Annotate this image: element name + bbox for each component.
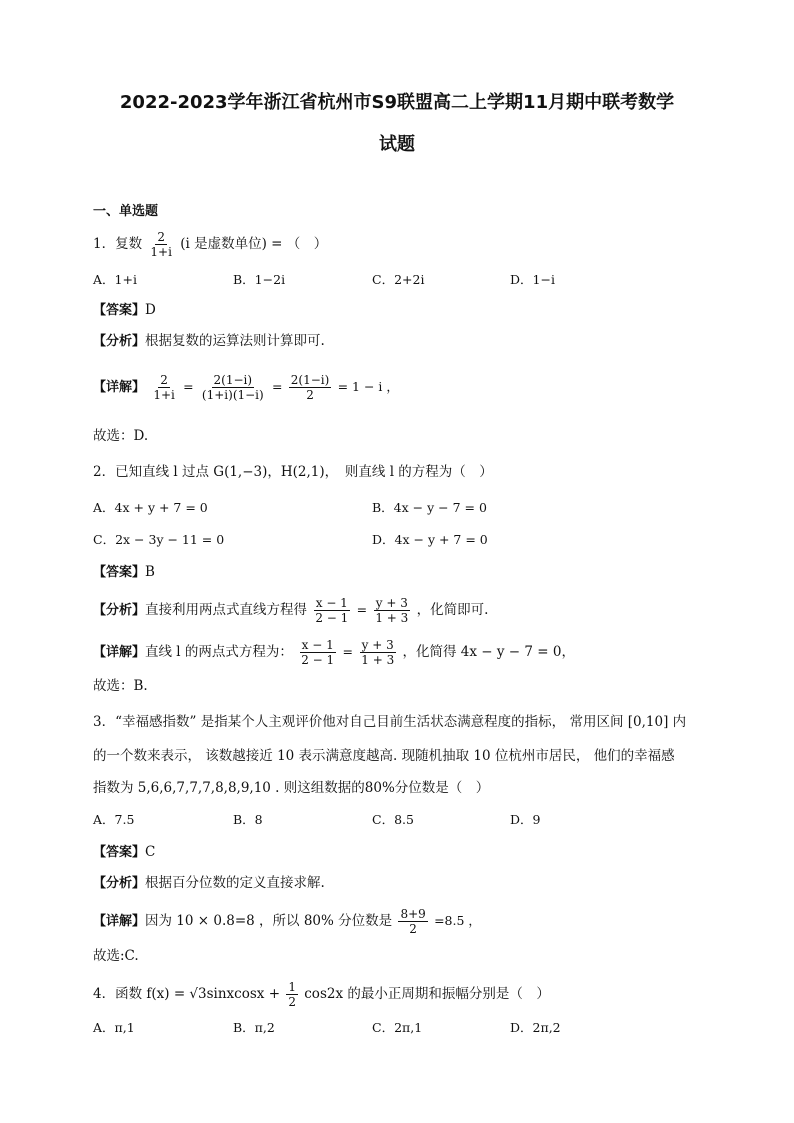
q1-detail-frac3-den: 2 bbox=[306, 388, 314, 402]
q1-fraction bbox=[148, 230, 174, 259]
q1-detail-eq1: = bbox=[183, 379, 194, 394]
q3-detail-frac-den: 2 bbox=[409, 922, 417, 936]
q1-detail-frac1-num: 2 bbox=[160, 373, 168, 387]
q3-line1-text: “幸福感指数” 是指某个人主观评价他对自己目前生活状态满意程度的指标， 常用区间 [0,10] 内 bbox=[115, 714, 687, 730]
q4-number: 4． bbox=[93, 986, 116, 1002]
q1-detail-frac3 bbox=[289, 373, 332, 402]
q2-choose: 故选：B. bbox=[93, 678, 148, 694]
q2-option-c[interactable]: C．2x − 3y − 11 = 0 bbox=[93, 532, 225, 547]
q1-analysis bbox=[93, 331, 325, 352]
q3-option-d[interactable]: D．9 bbox=[510, 812, 541, 827]
q1-option-b[interactable]: B．1−2i bbox=[233, 272, 286, 287]
q2-detail-frac2 bbox=[359, 638, 396, 667]
analysis-label: 【分析】 bbox=[93, 603, 146, 618]
q1-frac-den: 1+i bbox=[150, 245, 172, 259]
q2-detail-frac1 bbox=[299, 638, 336, 667]
q1-detail-frac2 bbox=[200, 373, 266, 402]
q3-detail-suffix: =8.5 ， bbox=[434, 913, 481, 928]
answer-label: 【答案】 bbox=[93, 303, 146, 318]
q1-stem bbox=[93, 230, 327, 259]
q1-detail-frac1 bbox=[151, 373, 177, 402]
q1-detail-tail: = 1 − i ， bbox=[337, 379, 399, 394]
q3-number: 3． bbox=[93, 714, 116, 730]
q3-option-c[interactable]: C．8.5 bbox=[372, 812, 414, 827]
q2-detail-frac1-num: x − 1 bbox=[301, 638, 334, 652]
q3-analysis bbox=[93, 873, 325, 894]
q1-option-d[interactable]: D．1−i bbox=[510, 272, 555, 287]
q3-stem-line3: 指数为 5,6,6,7,7,7,8,8,9,10 . 则这组数据的80%分位数是（ ） bbox=[93, 780, 490, 796]
q1-detail-frac1-den: 1+i bbox=[153, 388, 175, 402]
q2-analysis-frac2-num: y + 3 bbox=[375, 596, 408, 610]
q4-option-c[interactable]: C．2π,1 bbox=[372, 1020, 423, 1035]
q2-analysis bbox=[93, 596, 488, 625]
q3-option-b[interactable]: B．8 bbox=[233, 812, 263, 827]
analysis-label: 【分析】 bbox=[93, 334, 146, 349]
q2-analysis-prefix: 直接利用两点式直线方程得 bbox=[145, 602, 308, 618]
q2-analysis-frac1-num: x − 1 bbox=[315, 596, 348, 610]
q4-frac-den: 2 bbox=[288, 995, 296, 1009]
q2-number: 2． bbox=[93, 464, 116, 480]
q2-stem bbox=[93, 462, 493, 482]
q1-detail-eq2: = bbox=[272, 379, 283, 394]
q1-detail-frac2-num: 2(1−i) bbox=[213, 373, 253, 387]
q2-analysis-frac1-den: 2 − 1 bbox=[315, 611, 349, 625]
q4-stem-prefix: 函数 f(x) = √3sinxcosx + bbox=[115, 986, 281, 1002]
q2-answer bbox=[93, 562, 155, 583]
q2-detail-frac2-den: 1 + 3 bbox=[361, 653, 395, 667]
q2-option-b[interactable]: B．4x − y − 7 = 0 bbox=[372, 500, 487, 515]
answer-label: 【答案】 bbox=[93, 565, 146, 580]
q1-option-c[interactable]: C．2+2i bbox=[372, 272, 425, 287]
q2-detail-frac2-num: y + 3 bbox=[361, 638, 394, 652]
q2-option-a[interactable]: A．4x + y + 7 = 0 bbox=[93, 500, 208, 515]
detail-label: 【详解】 bbox=[93, 914, 146, 929]
q4-option-d[interactable]: D．2π,2 bbox=[510, 1020, 561, 1035]
q4-fraction bbox=[286, 980, 298, 1009]
q2-option-d[interactable]: D．4x − y + 7 = 0 bbox=[372, 532, 488, 547]
q4-option-b[interactable]: B．π,2 bbox=[233, 1020, 275, 1035]
q2-analysis-frac1 bbox=[313, 596, 350, 625]
q2-analysis-frac2-den: 1 + 3 bbox=[375, 611, 409, 625]
q2-analysis-frac2 bbox=[373, 596, 410, 625]
q4-frac-num: 1 bbox=[288, 980, 296, 994]
q3-answer bbox=[93, 842, 155, 863]
q2-detail bbox=[93, 638, 575, 667]
section-heading: 一、单选题 bbox=[93, 204, 159, 219]
q2-analysis-suffix: ，化简即可. bbox=[416, 602, 489, 618]
q4-stem bbox=[93, 980, 550, 1009]
q3-choose: 故选:C. bbox=[93, 948, 139, 964]
q1-frac-num: 2 bbox=[157, 230, 165, 244]
q3-analysis-text: 根据百分位数的定义直接求解. bbox=[145, 875, 325, 891]
q1-answer-value: D bbox=[145, 302, 156, 318]
q4-option-a[interactable]: A．π,1 bbox=[93, 1020, 135, 1035]
q2-detail-suffix: ，化简得 4x − y − 7 = 0， bbox=[402, 644, 575, 660]
q3-option-a[interactable]: A．7.5 bbox=[93, 812, 135, 827]
paper-title-line1: 2022-2023学年浙江省杭州市S9联盟高二上学期11月期中联考数学 bbox=[119, 92, 675, 113]
q3-stem-line2: 的一个数来表示， 该数越接近 10 表示满意度越高. 现随机抽取 10 位杭州市居民， 他们的幸福感 bbox=[93, 748, 675, 764]
q3-detail bbox=[93, 907, 481, 936]
q2-answer-value: B bbox=[145, 564, 155, 580]
detail-label: 【详解】 bbox=[93, 380, 146, 395]
detail-label: 【详解】 bbox=[93, 645, 146, 660]
paper-title-line2: 试题 bbox=[379, 134, 415, 155]
q1-detail-frac3-num: 2(1−i) bbox=[290, 373, 330, 387]
q1-stem-prefix: 复数 bbox=[115, 236, 143, 252]
q3-detail-frac-num: 8+9 bbox=[400, 907, 426, 921]
q1-choose: 故选：D. bbox=[93, 428, 149, 444]
q2-detail-prefix: 直线 l 的两点式方程为： bbox=[145, 644, 293, 660]
q1-stem-suffix: (i 是虚数单位) = （ ） bbox=[180, 236, 328, 252]
q3-stem-line1 bbox=[93, 712, 686, 732]
q1-answer bbox=[93, 300, 156, 321]
answer-label: 【答案】 bbox=[93, 845, 146, 860]
q1-detail-frac2-den: (1+i)(1−i) bbox=[201, 388, 264, 402]
q3-detail-frac bbox=[398, 907, 427, 936]
q3-answer-value: C bbox=[145, 844, 156, 860]
q2-detail-eq: = bbox=[342, 644, 353, 659]
q2-detail-frac1-den: 2 − 1 bbox=[301, 653, 335, 667]
q1-detail bbox=[93, 373, 399, 402]
q3-detail-prefix: 因为 10 × 0.8=8 ，所以 80% 分位数是 bbox=[145, 913, 393, 929]
q2-analysis-eq: = bbox=[356, 602, 368, 617]
q1-option-a[interactable]: A．1+i bbox=[93, 272, 137, 287]
q1-analysis-text: 根据复数的运算法则计算即可. bbox=[145, 333, 325, 349]
q2-stem-text: 已知直线 l 过点 G(1,−3)，H(2,1)， 则直线 l 的方程为（ ） bbox=[115, 464, 493, 480]
q4-stem-suffix: cos2x 的最小正周期和振幅分别是（ ） bbox=[304, 986, 550, 1002]
q1-number: 1． bbox=[93, 236, 116, 252]
analysis-label: 【分析】 bbox=[93, 876, 146, 891]
